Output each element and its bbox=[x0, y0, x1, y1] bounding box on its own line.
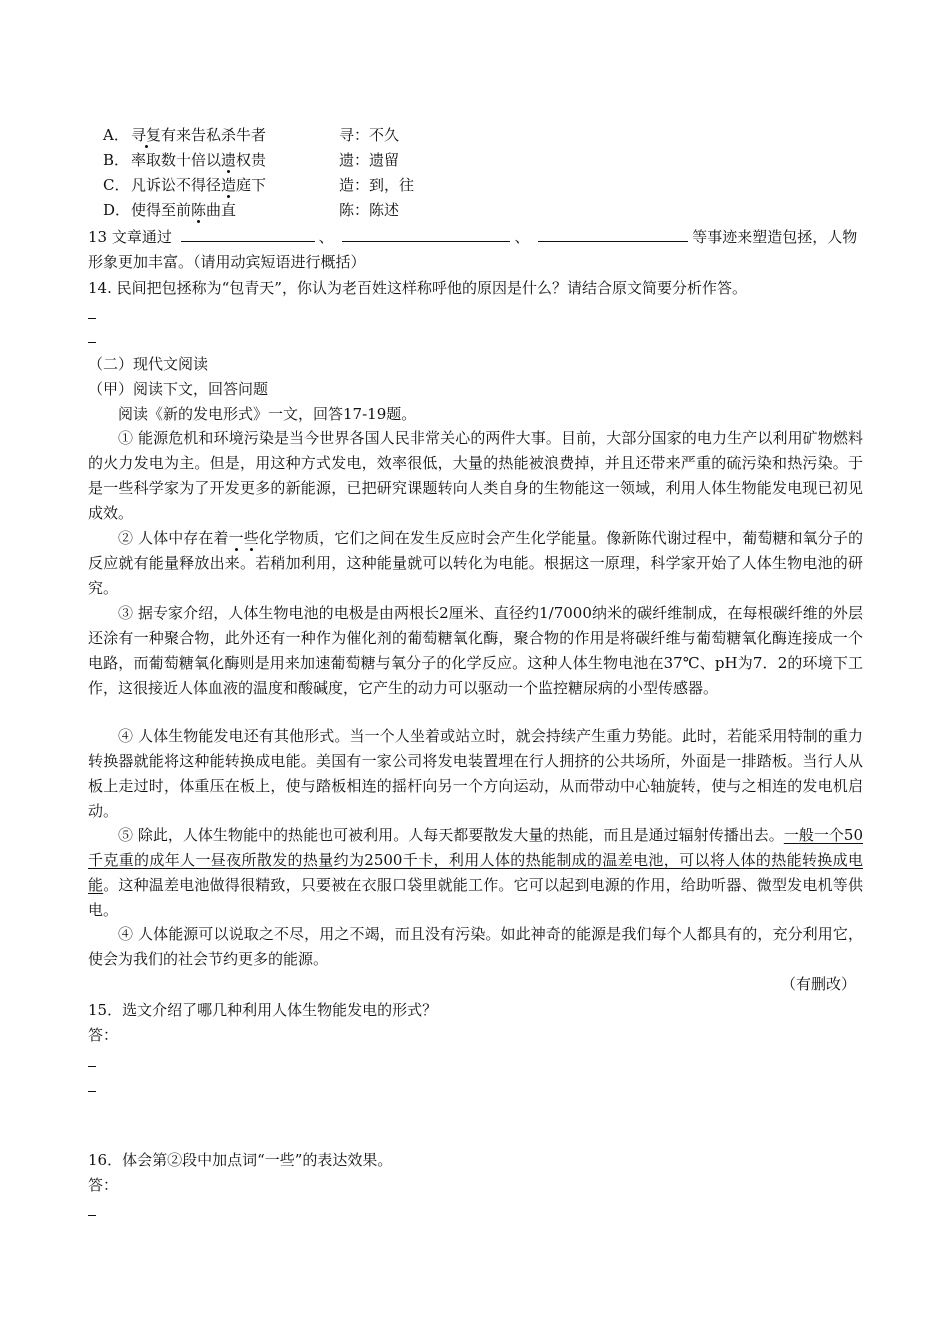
q13-suffix: 等事迹来塑造包拯，人物 bbox=[692, 228, 858, 246]
answer-line[interactable] bbox=[88, 342, 96, 343]
option-letter: C． bbox=[103, 176, 130, 194]
answer-line[interactable] bbox=[88, 1091, 96, 1092]
option-note: 寻：不久 bbox=[339, 126, 400, 144]
edit-note: （有删改） bbox=[780, 975, 856, 993]
question-14: 14. 民间把包拯称为“包青天”，你认为老百姓这样称呼他的原因是什么？请结合原文简要分析作答。 bbox=[88, 279, 747, 297]
option-text: 使得至前陈曲直 bbox=[131, 201, 237, 219]
option-text: 率取数十倍以遗权贵 bbox=[131, 151, 267, 169]
answer-label: 答： bbox=[88, 1176, 119, 1194]
q13-prefix: 13 文章通过 bbox=[88, 228, 172, 246]
option-text: 凡诉讼不得径造庭下 bbox=[131, 176, 267, 194]
answer-blank[interactable] bbox=[181, 225, 315, 242]
option-letter: B． bbox=[103, 151, 130, 169]
option-note: 遗：遗留 bbox=[339, 151, 400, 169]
option-note: 造：到，往 bbox=[339, 176, 415, 194]
paragraph-5: ⑤ 除此，人体生物能中的热能也可被利用。人每天都要散发大量的热能，而且是通过辐射传播出去。一般一个50千克重的成年人一昼夜所散发的热量约为2500千卡，利用人体的热能制成的温差电池，可以将人体的热能转换成电能。这种温差电池做得很精致，只要被在衣服口袋里就能工作。它可以起到电源的作用，给助听器、微型发电机等供电。 bbox=[88, 826, 863, 919]
question-16: 16．体会第②段中加点词“一些”的表达效果。 bbox=[88, 1151, 393, 1169]
subsection-heading: （甲）阅读下文，回答问题 bbox=[88, 380, 269, 398]
option-note: 陈：陈述 bbox=[339, 201, 400, 219]
answer-blank[interactable] bbox=[342, 225, 510, 242]
option-letter: D． bbox=[103, 201, 131, 219]
paragraph-6: ④ 人体能源可以说取之不尽，用之不竭，而且没有污染。如此神奇的能源是我们每个人都具有的，充分利用它，使会为我们的社会节约更多的能源。 bbox=[88, 925, 863, 968]
underlined-sentence: 一般一个50千克重的成年人一昼夜所散发的热量约为2500千卡，利用人体的热能制成的温差电池，可以将人体的热能转换成电能 bbox=[88, 826, 863, 894]
section-heading: （二）现代文阅读 bbox=[88, 355, 209, 373]
paragraph-2: ② 人体中存在着一些化学物质，它们之间在发生反应时会产生化学能量。像新陈代谢过程中，葡萄糖和氧分子的反应就有能量释放出来。若稍加利用，这种能量就可以转化为电能。根据这一原理，科学家开始了人体生物电池的研究。 bbox=[88, 529, 863, 597]
answer-line[interactable] bbox=[88, 1066, 96, 1067]
question-13: 13 文章通过 、 、 等事迹来塑造包拯，人物 bbox=[88, 225, 857, 249]
option-letter: A． bbox=[103, 126, 129, 144]
answer-line[interactable] bbox=[88, 318, 96, 319]
paragraph-4: ④ 人体生物能发电还有其他形式。当一个人坐着或站立时，就会持续产生重力势能。此时，若能采用特制的重力转换器就能将这种能转换成电能。美国有一家公司将发电装置埋在行人拥挤的公共场所，外面是一排踏板。当行人从板上走过时，体重压在板上，使与踏板相连的摇杆向另一个方向运动，从而带动中心轴旋转，使与之相连的发电机启动。 bbox=[88, 727, 863, 820]
question-15: 15．选文介绍了哪几种利用人体生物能发电的形式？ bbox=[88, 1001, 438, 1019]
option-text: 寻复有来告私杀牛者 bbox=[131, 126, 267, 144]
paragraph-3: ③ 据专家介绍，人体生物电池的电极是由两根长2厘米、直径约1/7000纳米的碳纤维制成，在每根碳纤维的外层还涂有一种聚合物，此外还有一种作为催化剂的葡萄糖氧化酶，聚合物的作用是将碳纤维与葡萄糖氧化酶连接成一个电路，而葡萄糖氧化酶则是用来加速葡萄糖与氧分子的化学反应。这种人体生物电池在37℃、pH为7．2的环境下工作，这很接近人体血液的温度和酸碱度，它产生的动力可以驱动一个监控糖尿病的小型传感器。 bbox=[88, 604, 863, 697]
answer-label: 答： bbox=[88, 1026, 119, 1044]
reading-intro: 阅读《新的发电形式》一文，回答17-19题。 bbox=[118, 405, 417, 423]
question-13-line2: 形象更加丰富。（请用动宾短语进行概括） bbox=[88, 253, 366, 271]
answer-line[interactable] bbox=[88, 1215, 96, 1216]
answer-blank[interactable] bbox=[538, 225, 688, 242]
paragraph-1: ① 能源危机和环境污染是当今世界各国人民非常关心的两件大事。目前，大部分国家的电力生产以利用矿物燃料的火力发电为主。但是，用这种方式发电，效率很低，大量的热能被浪费掉，并且还带来严重的硫污染和热污染。于是一些科学家为了开发更多的新能源，已把研究课题转向人类自身的生物能这一领域，利用人体生物能发电现已初见成效。 bbox=[88, 429, 863, 522]
